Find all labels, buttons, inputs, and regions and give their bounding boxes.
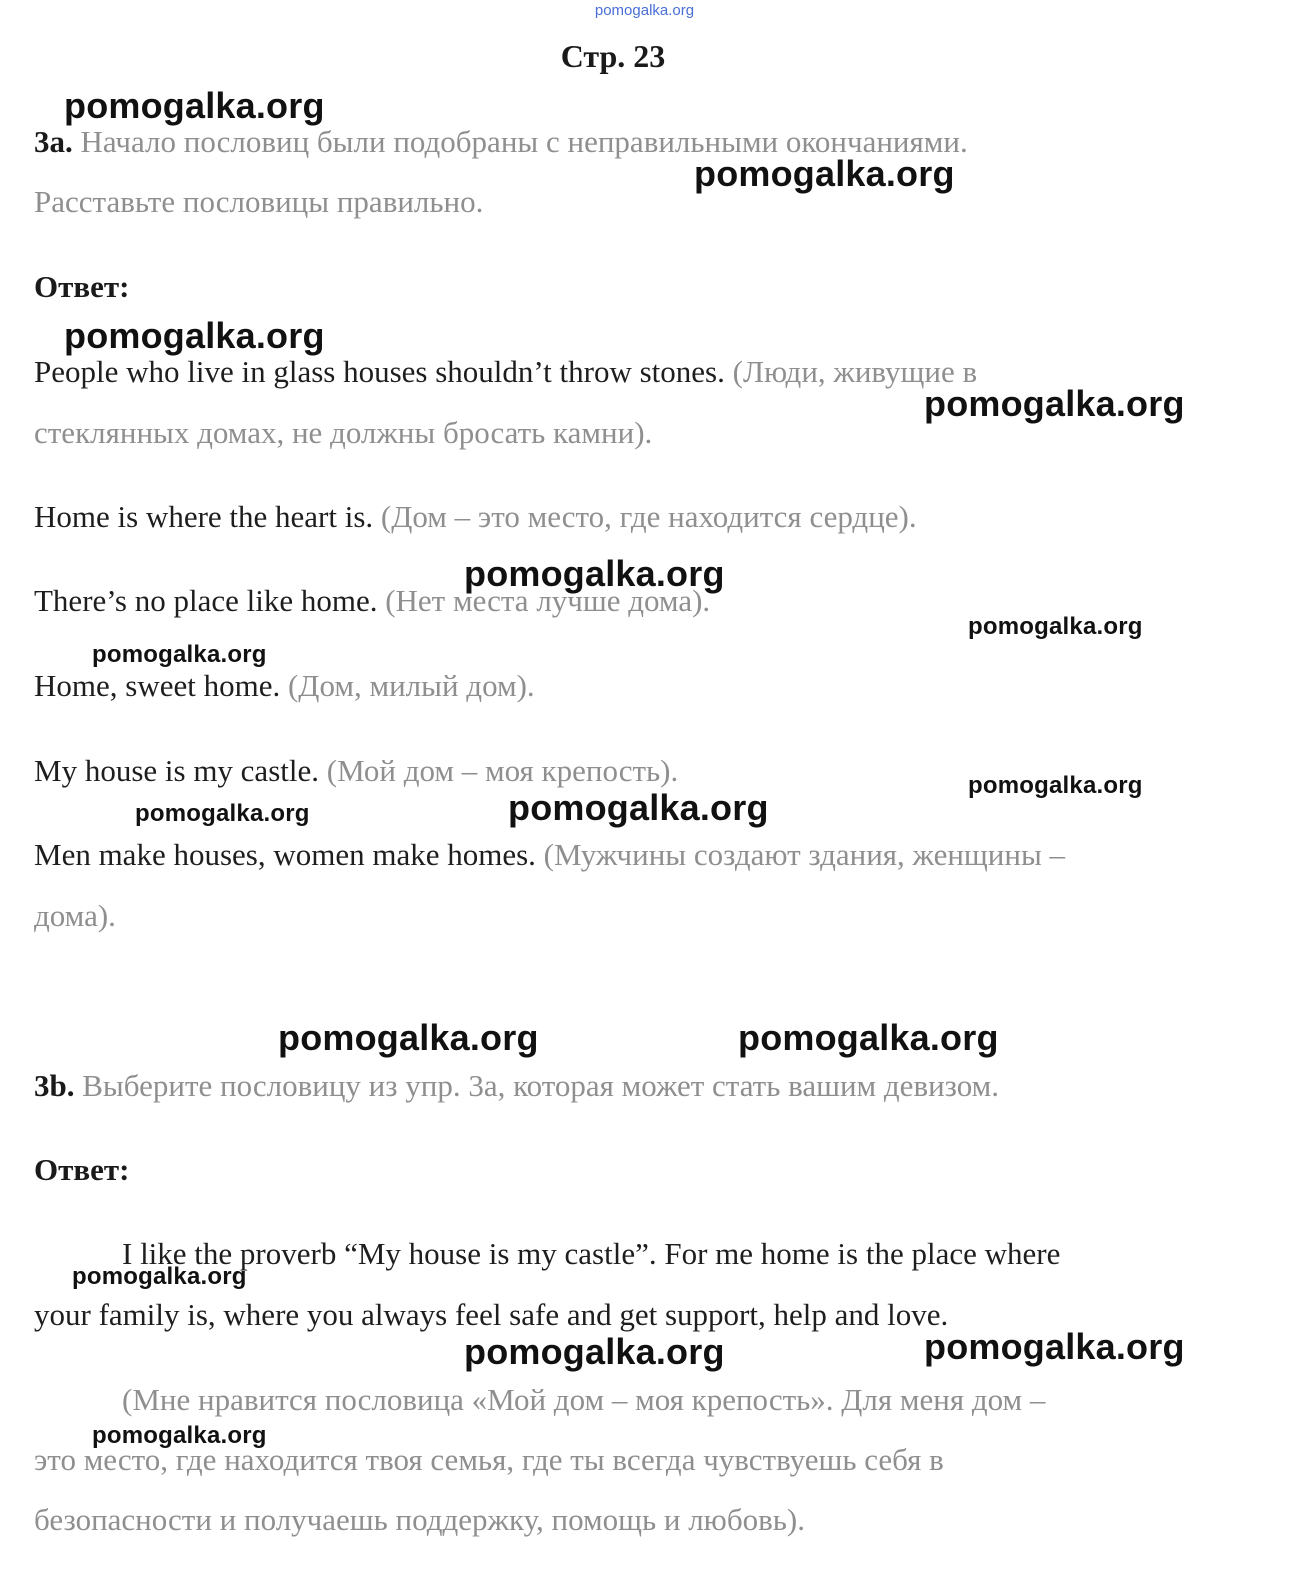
proverb-5 [34,751,678,791]
ex3b-task [34,1066,999,1106]
ex3b-answer-label: Ответ: [34,1152,130,1187]
watermark: pomogalka.org [278,1017,539,1058]
ex3b-en-line1: I like the proverb “My house is my castle”. For me home is the place where [122,1236,1061,1271]
proverb-4-en: Home, sweet home. [34,668,281,703]
ex3a-number: 3a. [34,124,73,159]
watermark: pomogalka.org [72,1263,247,1290]
top-site-link[interactable]: pomogalka.org [594,2,695,19]
watermark: pomogalka.org [135,800,310,827]
watermark: pomogalka.org [64,85,325,126]
proverb-4 [34,666,535,706]
proverb-3-en: There’s no place like home. [34,583,378,618]
ex3b-en-line2: your family is, where you always feel safe and get support, help and love. [34,1297,949,1332]
watermark: pomogalka.org [508,787,769,828]
proverb-3-ru: (Нет места лучше дома). [385,583,711,618]
watermark: pomogalka.org [738,1017,999,1058]
proverb-6-en: Men make houses, women make homes. [34,837,536,872]
proverb-5-ru: (Мой дом – моя крепость). [326,753,679,788]
ex3b-ru-line2: это место, где находится твоя семья, где ты всегда чувствуешь себя в [34,1442,944,1477]
proverb-4-ru: (Дом, милый дом). [287,668,535,703]
watermark: pomogalka.org [924,1326,1185,1367]
proverb-6-ru: (Мужчины создают здания, женщины – [543,837,1066,872]
watermark: pomogalka.org [464,1331,725,1372]
watermark: pomogalka.org [924,383,1185,424]
proverb-6-ru-cont: дома). [34,898,116,933]
watermark: pomogalka.org [968,772,1143,799]
watermark: pomogalka.org [92,641,267,668]
ex3a-task-text: Начало пословиц были подобраны с неправильными окончаниями. [80,124,968,159]
proverb-1-ru: (Люди, живущие в [732,354,978,389]
watermark: pomogalka.org [694,153,955,194]
ex3b-number: 3b. [34,1068,75,1103]
proverb-2 [34,497,917,537]
page-title: Стр. 23 [560,38,666,74]
proverb-1 [34,352,977,392]
ex3a-task-line2: Расставьте пословицы правильно. [34,184,484,219]
watermark: pomogalka.org [64,315,325,356]
proverb-6 [34,835,1065,875]
proverb-1-ru-cont: стеклянных домах, не должны бросать камни). [34,415,653,450]
ex3a-answer-label: Ответ: [34,269,130,304]
watermark: pomogalka.org [92,1422,267,1449]
ex3b-ru-line3: безопасности и получаешь поддержку, помощь и любовь). [34,1502,805,1537]
proverb-2-ru: (Дом – это место, где находится сердце). [380,499,917,534]
ex3b-ru-line1: (Мне нравится пословица «Мой дом – моя крепость». Для меня дом – [122,1382,1046,1417]
watermark: pomogalka.org [464,553,725,594]
proverb-1-en: People who live in glass houses shouldn’t throw stones. [34,354,725,389]
proverb-2-en: Home is where the heart is. [34,499,374,534]
watermark: pomogalka.org [968,613,1143,640]
ex3b-task-text: Выберите пословицу из упр. 3а, которая может стать вашим девизом. [82,1068,1000,1103]
proverb-5-en: My house is my castle. [34,753,319,788]
